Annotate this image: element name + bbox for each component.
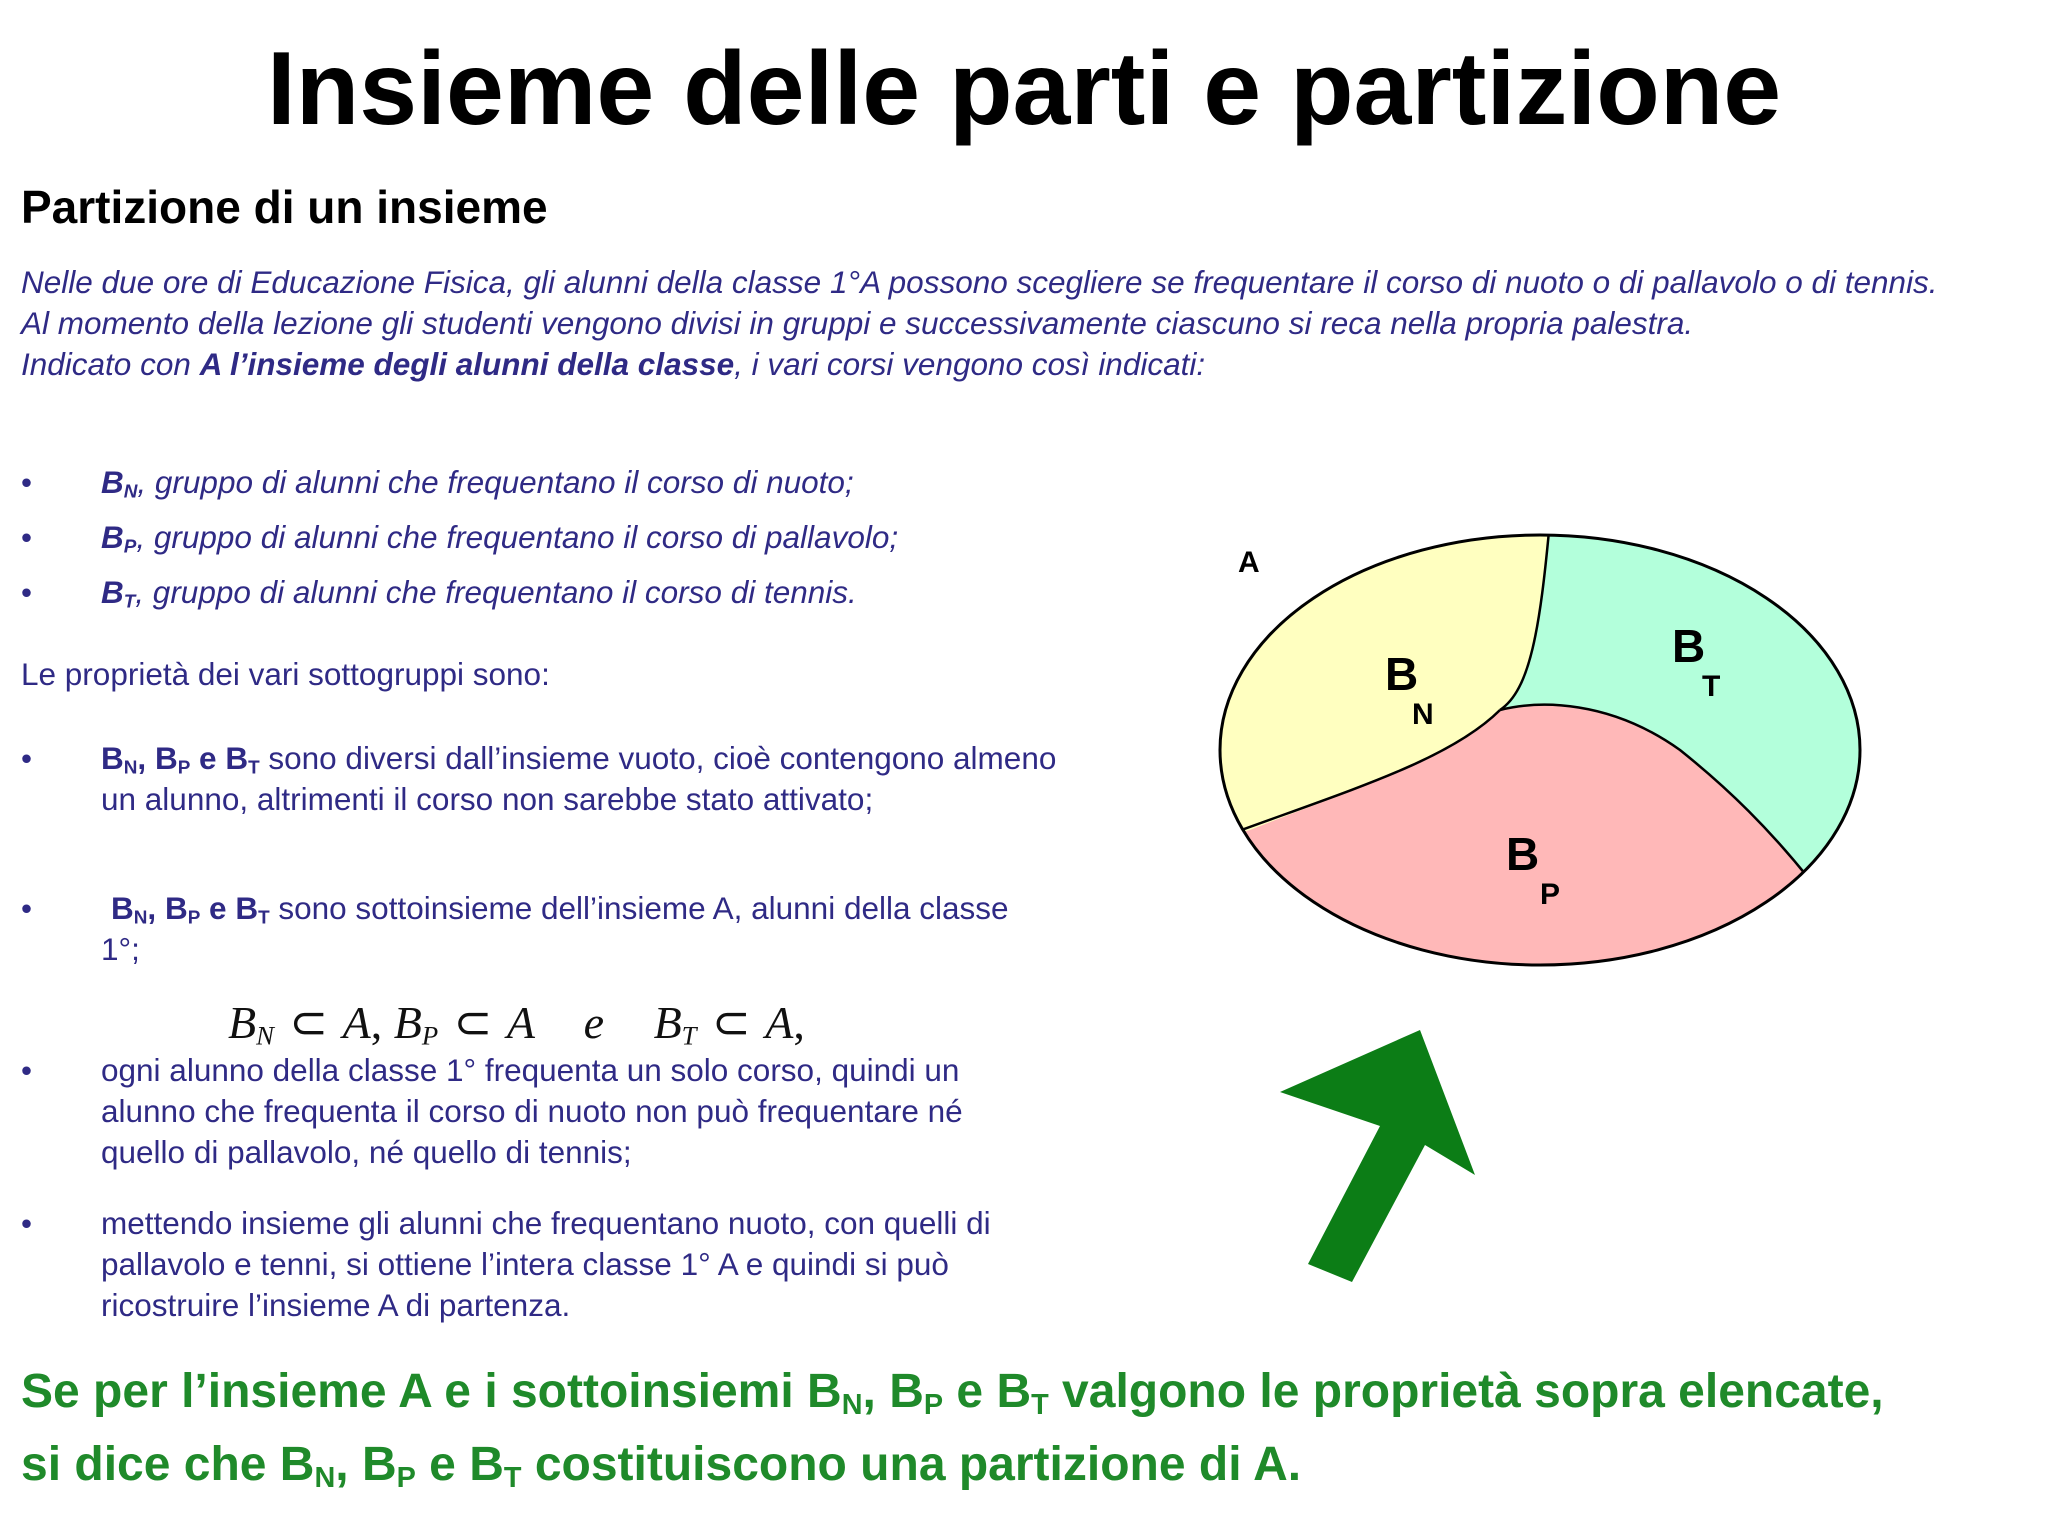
set-letter: B	[469, 1438, 504, 1491]
conclusion-part: costituiscono una partizione di A.	[521, 1438, 1302, 1491]
bullet: •	[21, 464, 33, 500]
region-n-letter: B	[1385, 648, 1419, 700]
math-b: B	[653, 997, 682, 1048]
set-sub: N	[123, 757, 138, 779]
math-a: A	[765, 997, 794, 1048]
set-letter: B	[225, 740, 249, 776]
set-sub: N	[133, 907, 148, 929]
intro-line-3-pre: Indicato con	[21, 346, 200, 382]
intro-paragraph	[21, 262, 2011, 385]
property-text	[101, 738, 1061, 820]
arrow-shape	[1280, 1030, 1475, 1282]
conclusion-part: valgono le proprietà sopra elencate,	[1048, 1365, 1884, 1418]
and: e	[200, 890, 236, 926]
set-sub: T	[248, 757, 260, 779]
property-text: mettendo insieme gli alunni che frequentano nuoto, con quelli di pallavolo e tenni, si ottiene l’intera classe 1° A e quindi si può ricostruire l’insieme A di partenza.	[101, 1205, 991, 1323]
set-a-label: A	[1238, 546, 1260, 579]
region-n-sub: N	[1412, 698, 1434, 731]
and: e	[415, 1438, 470, 1491]
set-letter: B	[361, 1438, 397, 1491]
subset-symbol: ⊂	[453, 997, 493, 1048]
set-sub: N	[841, 1389, 863, 1422]
property-desc: sono diversi dall’insieme vuoto, cioè contengono almeno un alunno, altrimenti il corso non sarebbe stato attivato;	[101, 740, 1057, 817]
and: e	[190, 740, 226, 776]
list-item	[21, 570, 1121, 625]
comma: ,	[335, 1438, 349, 1491]
list-item	[21, 515, 1121, 570]
bullet: •	[21, 1052, 33, 1088]
group-desc: , gruppo di alunni che frequentano il corso di pallavolo;	[136, 519, 899, 555]
conclusion-line-2	[21, 1428, 2031, 1501]
group-text	[101, 515, 898, 559]
property-text	[101, 888, 1021, 970]
subset-symbol: ⊂	[289, 997, 328, 1048]
bullet: •	[21, 740, 33, 776]
partition-diagram	[1210, 520, 1870, 980]
comma: ,	[137, 740, 147, 776]
region-p-letter: B	[1506, 828, 1540, 880]
conclusion-text	[21, 1355, 2031, 1501]
math-a: A	[342, 997, 371, 1048]
region-t-letter: B	[1672, 620, 1706, 672]
set-letter: B	[154, 740, 178, 776]
conclusion-line-1	[21, 1355, 2031, 1428]
bullet: •	[21, 890, 33, 926]
math-b: B	[393, 997, 422, 1048]
property-desc: sono sottoinsieme dell’insieme A, alunni della classe 1°;	[101, 890, 1009, 967]
set-letter: B	[996, 1365, 1032, 1418]
set-sub: P	[396, 1462, 416, 1495]
set-sub: T	[503, 1462, 522, 1495]
bullet: •	[21, 574, 33, 610]
page-title: Insieme delle parti e partizione	[266, 31, 1782, 147]
set-sub: N	[314, 1462, 336, 1495]
subset-symbol: ⊂	[712, 997, 751, 1048]
properties-intro: Le proprietà dei vari sottogruppi sono:	[21, 656, 550, 692]
group-letter: B	[101, 574, 124, 610]
comma: ,	[147, 890, 157, 926]
group-sub: P	[123, 536, 137, 558]
group-sub: N	[123, 481, 138, 503]
comma: ,	[862, 1365, 876, 1418]
intro-line-2: Al momento della lezione gli studenti vengono divisi in gruppi e successivamente ciascuno si reca nella propria palestra.	[21, 305, 1694, 341]
property-text: ogni alunno della classe 1° frequenta un solo corso, quindi un alunno che frequenta il corso di nuoto non può frequentare né quello di pallavolo, né quello di tennis;	[101, 1052, 963, 1170]
math-sub: P	[421, 1020, 439, 1051]
list-item	[21, 460, 1121, 515]
set-letter: B	[164, 890, 188, 926]
group-text	[101, 570, 857, 614]
set-sub: T	[1031, 1389, 1049, 1422]
group-desc: , gruppo di alunni che frequentano il corso di nuoto;	[137, 464, 854, 500]
math-sub: N	[256, 1020, 274, 1051]
set-letter: B	[235, 890, 259, 926]
bullet: •	[21, 1205, 33, 1241]
intro-line-3-bold: A l’insieme degli alunni della classe	[199, 346, 735, 382]
bullet: •	[21, 519, 33, 555]
group-list	[21, 460, 1121, 625]
set-letter: B	[101, 740, 124, 776]
subset-formula	[228, 997, 805, 1051]
intro-line-3	[21, 344, 2011, 385]
and: e	[943, 1365, 997, 1418]
math-e: e	[583, 997, 605, 1048]
set-letter: B	[279, 1438, 315, 1491]
math-a: A	[506, 997, 535, 1048]
math-comma: ,	[793, 997, 805, 1048]
region-p-sub: P	[1540, 878, 1561, 911]
group-sub: T	[123, 591, 136, 613]
intro-line-3-post: , i vari corsi vengono così indicati:	[734, 346, 1206, 382]
set-letter: B	[889, 1365, 924, 1418]
group-letter: B	[101, 519, 124, 555]
set-letter: B	[111, 890, 134, 926]
set-letter: B	[807, 1365, 842, 1418]
conclusion-part: Se per l’insieme A e i sottoinsiemi	[21, 1365, 808, 1418]
section-subtitle: Partizione di un insieme	[21, 181, 548, 233]
math-b: B	[228, 997, 257, 1048]
group-text	[101, 460, 854, 504]
region-t-sub: T	[1702, 670, 1721, 703]
math-sub: T	[681, 1020, 697, 1051]
up-right-arrow-icon	[1260, 1020, 1500, 1300]
set-sub: P	[177, 757, 191, 779]
conclusion-part: si dice che	[21, 1438, 280, 1491]
set-sub: T	[258, 907, 270, 929]
intro-line-1: Nelle due ore di Educazione Fisica, gli alunni della classe 1°A possono scegliere se frequentare il corso di nuoto o di pallavolo o di tennis.	[21, 264, 1938, 300]
group-letter: B	[101, 464, 124, 500]
math-comma: ,	[370, 997, 383, 1048]
group-desc: , gruppo di alunni che frequentano il corso di tennis.	[135, 574, 857, 610]
set-sub: P	[923, 1389, 944, 1422]
set-sub: P	[187, 907, 201, 929]
